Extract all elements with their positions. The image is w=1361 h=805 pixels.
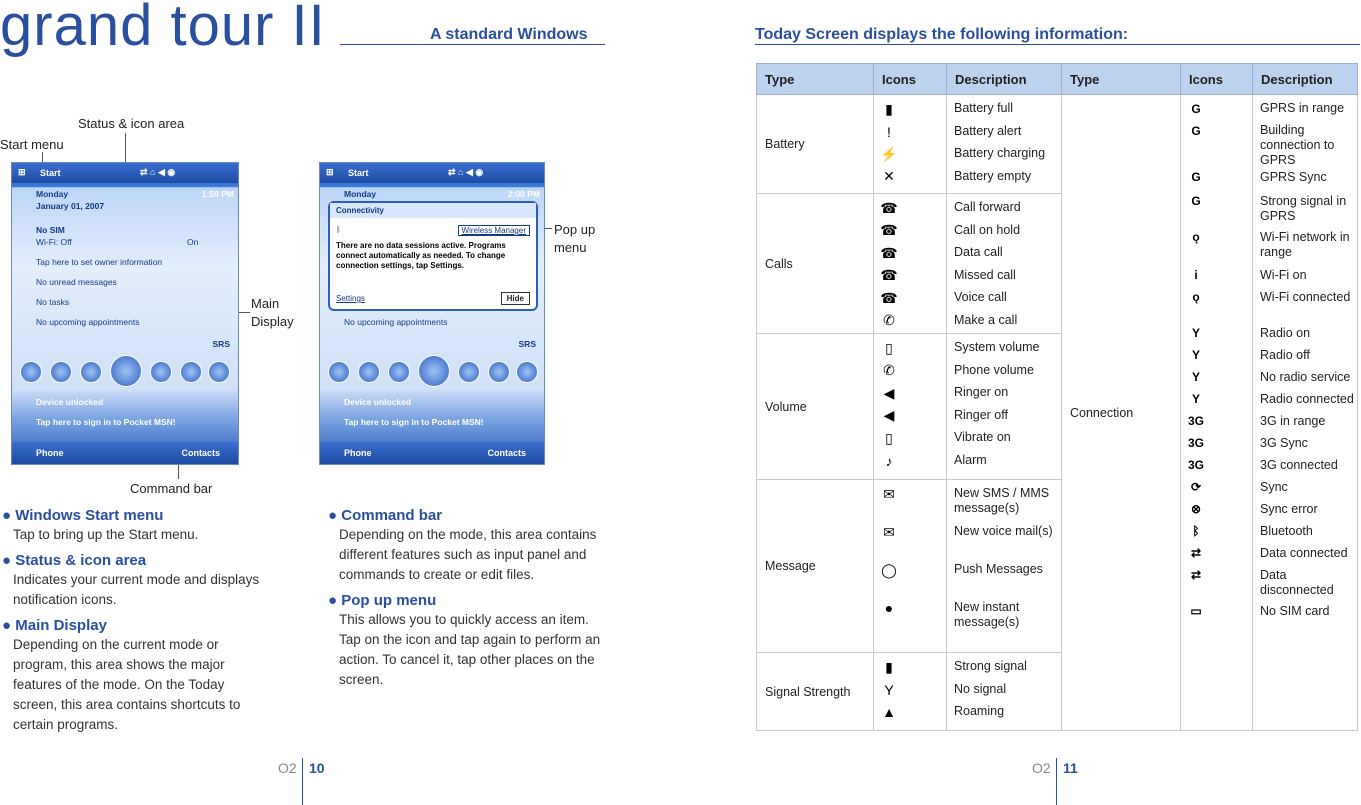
gprs-sync-icon: G [1191,170,1201,184]
wifi-on-icon: i [1194,268,1198,282]
icon-description: Ringer off [954,407,1008,422]
strong-signal-icon: ▮ [885,658,893,675]
icon-description: Radio on [1260,326,1311,340]
icon-description: Vibrate on [954,430,1011,444]
heading-rule [755,44,1360,45]
stop-button[interactable] [388,361,410,383]
icon-description: Sync error [1260,502,1318,516]
bluetooth-icon: ᛒ [336,225,341,234]
icon-description: Battery full [954,101,1014,115]
icon-description: Battery empty [954,168,1032,183]
icon-description: Call forward [954,200,1021,214]
media-button[interactable] [488,361,510,383]
date-row[interactable]: Monday 2:00 PM [344,189,540,199]
icon-description: No signal [954,681,1007,696]
date-line2: January 01, 2007 [36,201,105,211]
device-unlocked-row[interactable]: Device unlocked [36,397,104,407]
icon-description: New voice mail(s) [954,524,1053,538]
icon-description: Data call [954,245,1003,259]
icon-description: System volume [954,340,1040,354]
icons-cell [874,194,947,334]
device-unlocked-row[interactable]: Device unlocked [344,397,412,407]
gprs-building-icon: G [1191,124,1201,138]
wifi-connected-icon: ǫ [1192,290,1200,304]
icon-description: Data disconnected [1260,568,1334,597]
start-label[interactable]: Start [40,168,61,178]
sms-mms-icon: ✉ [883,485,895,502]
battery-charging-icon: ⚡ [880,145,898,162]
table-row [757,95,1358,194]
srs-label: SRS [212,339,230,349]
system-volume-icon: ▯ [885,339,893,356]
gprs-strong-icon: G [1191,194,1201,208]
status-icons[interactable]: ⇄ ⌂ ◀ ◉ [140,167,176,177]
icon-description: Ringer on [954,385,1009,399]
prev-button[interactable] [50,361,72,383]
bt-row[interactable]: On [187,237,199,247]
prev-button[interactable] [358,361,380,383]
command-bar [320,442,544,464]
player-button[interactable] [328,361,350,383]
icon-description: Radio connected [1260,392,1354,406]
col-description: Description [947,64,1062,95]
col-description: Description [1253,64,1358,95]
voice-call-icon: ☎ [880,289,898,306]
icons-cell [874,653,947,731]
icon-description: Voice call [954,290,1007,304]
icon-description: Bluetooth [1260,524,1313,538]
missed-call-icon: ☎ [880,267,898,283]
icon-description: Call on hold [954,222,1021,237]
srs-label: SRS [518,339,536,349]
data-disconnected-icon: ⇄ [1190,568,1202,582]
icons-cell [1181,95,1253,731]
push-message-icon: ◯ [881,561,897,578]
icon-description: Alarm [954,452,987,467]
vibrate-icon: ▯ [885,429,893,446]
bullets-left [2,507,267,735]
battery-alert-icon: ! [887,123,891,140]
data-connected-icon: ⇄ [1190,546,1202,560]
stop-button[interactable] [80,361,102,383]
col-icons: Icons [874,64,947,95]
gprs-icon: G [1191,102,1201,116]
radio-on-icon: Y [1191,326,1200,340]
popup-menu[interactable] [328,201,538,311]
roaming-icon: ▲ [882,704,896,720]
sync-icon: ⟳ [1190,480,1202,494]
icon-description: Push Messages [954,562,1043,576]
start-flag-icon[interactable]: ⊞ [326,167,334,177]
status-bar [320,163,544,183]
table-heading: Today Screen displays the following information: [755,26,1129,43]
ringer-on-icon: ◀ [883,384,895,401]
hide-button[interactable]: Hide [501,292,530,305]
brand-logo: O2 [1032,760,1051,776]
next-button[interactable] [150,361,172,383]
bullet-popup-menu: ● Pop up menu This allows you to quickly access an item. Tap on the icon and tap again to perform an action. To cancel it, tap other places on the screen. [328,592,601,687]
wifi-range-icon: ǫ [1192,230,1200,244]
play-button[interactable] [110,355,142,387]
3g-sync-icon: 3G [1187,436,1204,450]
type-cell: Volume [757,334,874,480]
callout-popup-menu: Pop up menu [554,222,596,255]
icon-description: New instant message(s) [954,600,1020,629]
page-number: 10 [309,760,325,776]
type-cell: Calls [757,194,874,334]
call-hold-icon: ☎ [880,222,898,238]
section-heading: A standard Windows [430,26,588,43]
3g-connected-icon: 3G [1187,458,1204,472]
settings-link[interactable]: Settings [336,294,365,303]
start-flag-icon[interactable]: ⊞ [18,167,26,177]
icon-description: Sync [1260,480,1288,494]
popup-title: Connectivity [330,203,536,218]
description-cell [947,194,1062,334]
description-cell [947,653,1062,731]
bullet-command-bar: ● Command bar Depending on the mode, this area contains different features such as input panel and commands to create or edit files. [328,507,597,582]
page-title: grand tour II [0,0,326,58]
icon-description: Wi-Fi connected [1260,290,1351,304]
type-cell: Connection [1062,95,1181,731]
3g-range-icon: 3G [1187,414,1204,428]
description-cell [947,95,1062,194]
callout-status-area: Status & icon area [78,116,185,131]
icon-description: Radio off [1260,348,1310,362]
player-button[interactable] [20,361,42,383]
command-bar [12,442,238,464]
brand-logo: O2 [278,760,297,776]
popup-text: There are no data sessions active. Programs connect automatically as needed. To change connection settings, tap Settings. [336,241,506,270]
icon-description: 3G in range [1260,414,1326,428]
icon-description: Wi-Fi network in range [1260,230,1350,259]
icons-cell [874,480,947,653]
icon-description: New SMS / MMS message(s) [954,486,1050,515]
icon-description: Wi-Fi on [1260,268,1307,282]
no-signal-icon: Y [884,681,894,698]
call-forward-icon: ☎ [880,199,898,216]
ringer-off-icon: ◀ [883,407,895,423]
alarm-icon: ♪ [885,452,893,469]
col-type: Type [757,64,874,95]
popup-screen-screenshot [319,162,545,465]
data-call-icon: ☎ [880,244,898,261]
icon-description: GPRS in range [1260,101,1345,115]
instant-message-icon: ● [884,600,894,616]
type-cell: Signal Strength [757,653,874,731]
heading-rule [340,44,605,45]
appointments-row[interactable]: No upcoming appointments [36,317,140,327]
table-header-row [757,64,1358,95]
msn-row[interactable]: Tap here to sign in to Pocket MSN! [344,417,484,427]
tasks-row[interactable]: No tasks [36,297,70,307]
wifi-row[interactable]: Wi-Fi: Off [36,237,72,247]
icon-description: Data connected [1260,546,1348,560]
fm-button[interactable] [516,361,538,383]
description-cell [947,480,1062,653]
radio-off-icon: Y [1191,348,1200,362]
messages-row[interactable]: No unread messages [36,277,117,287]
icon-description: Make a call [954,312,1018,327]
icon-description: Strong signal in GPRS [1260,194,1347,223]
callout-command-bar: Command bar [130,481,213,496]
play-button[interactable] [418,355,450,387]
icon-description: GPRS Sync [1260,170,1327,184]
today-screen-screenshot [11,162,239,465]
media-button[interactable] [180,361,202,383]
radio-connected-icon: Y [1191,392,1200,406]
phone-softkey[interactable]: Phone [344,448,372,458]
description-cell [947,334,1062,480]
owner-row[interactable]: Tap here to set owner information [36,257,163,267]
status-icons[interactable]: ⇄ ⌂ ◀ ◉ [448,167,484,177]
no-sim-row[interactable]: No SIM [36,225,65,235]
type-cell: Battery [757,95,874,194]
callout-main-display: Main Display [251,296,294,329]
icon-description: No SIM card [1260,604,1330,618]
bullets-right [328,507,603,690]
make-call-icon: ✆ [883,312,895,328]
appointments-row[interactable]: No upcoming appointments [344,317,448,327]
contacts-softkey[interactable]: Contacts [487,448,526,458]
icons-cell [874,95,947,194]
next-button[interactable] [458,361,480,383]
phone-softkey[interactable]: Phone [36,448,64,458]
status-bar [12,163,238,183]
page-number: 11 [1063,760,1078,776]
icon-description: Phone volume [954,362,1034,377]
description-cell [1253,95,1358,731]
bullet-start-menu: ● Windows Start menu Tap to bring up the Start menu. [2,507,199,542]
icon-description: Strong signal [954,659,1027,673]
battery-full-icon: ▮ [885,100,893,117]
icon-description: Roaming [954,704,1005,718]
bluetooth-icon: ᛒ [1192,524,1200,538]
sync-error-icon: ⊗ [1190,502,1202,516]
col-type: Type [1062,64,1181,95]
voice-mail-icon: ✉ [883,523,895,540]
no-sim-icon: ▭ [1190,604,1202,618]
no-radio-service-icon: Y [1191,370,1200,384]
fm-button[interactable] [208,361,230,383]
battery-empty-icon: ✕ [883,168,895,184]
icon-description: 3G Sync [1260,436,1308,450]
icon-description: No radio service [1260,370,1351,384]
msn-row[interactable]: Tap here to sign in to Pocket MSN! [36,417,176,427]
bullet-status-area: ● Status & icon area Indicates your current mode and displays notification icons. [2,552,260,607]
icon-description: 3G connected [1260,458,1338,472]
icon-description: Battery charging [954,146,1046,160]
icon-description: Building connection to GPRS [1260,123,1335,167]
icon-description: Missed call [954,267,1016,282]
callout-start-menu: Start menu [0,137,64,152]
icon-description: Battery alert [954,123,1022,138]
col-icons: Icons [1181,64,1253,95]
icon-table [756,63,1358,731]
wireless-manager-link[interactable]: Wireless Manager [458,225,530,236]
start-label[interactable]: Start [348,168,369,178]
contacts-softkey[interactable]: Contacts [181,448,220,458]
bullet-main-display: ● Main Display Depending on the current mode or program, this area shows the major features of the mode. On the Today screen, this area contains shortcuts to certain programs. [2,617,241,732]
phone-volume-icon: ✆ [883,362,895,378]
date-row[interactable]: Monday 1:59 PM [36,189,234,199]
type-cell: Message [757,480,874,653]
icons-cell [874,334,947,480]
